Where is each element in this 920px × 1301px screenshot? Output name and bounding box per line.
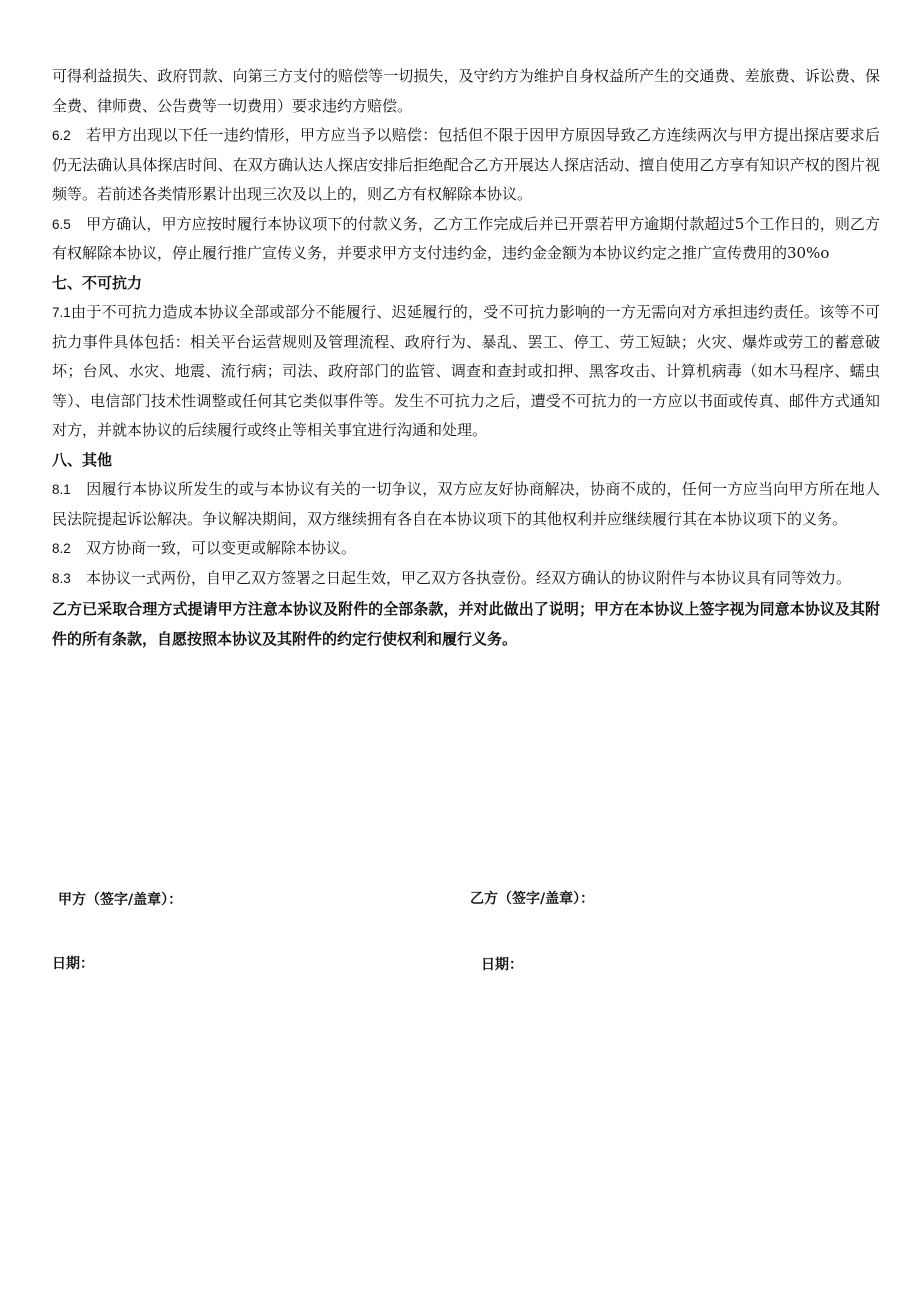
clause-8-1 [52,475,880,534]
party-b-signature-label: 乙方（签字/盖章）： [470,891,595,907]
clause-text: 甲方确认，甲方应按时履行本协议项下的付款义务，乙方工作完成后并已开票若甲方逾期付款超过5个工作日的，则乙方有权解除本协议，停止履行推广宣传义务，并要求甲方支付违约金，违约金金额为本协议约定之推广宣传费用的30%o [52,214,880,262]
clause-number: 8.3 [52,570,71,586]
clause-number: 8.2 [52,541,71,556]
clause-number: 6.2 [52,128,71,143]
party-a-date-label: 日期： [52,956,94,972]
clause-8-3 [52,564,880,594]
contract-body [52,62,880,654]
clause-6-5 [52,210,880,269]
clause-6-2 [52,121,880,210]
clause-text: 本协议一式两份，自甲乙双方签署之日起生效，甲乙双方各执壹份。经双方确认的协议附件与本协议具有同等效力。 [86,568,852,587]
clause-number: 8.1 [52,482,71,497]
clause-number: 7.1 [52,305,71,320]
clause-text: 双方协商一致，可以变更或解除本协议。 [86,539,357,557]
section-7-heading: 七、不可抗力 [52,273,143,292]
party-b-date-label: 日期： [481,957,523,973]
intro-continued-paragraph: 可得利益损失、政府罚款、向第三方支付的赔偿等一切损失，及守约方为维护自身权益所产生的交通费、差旅费、诉讼费、保全费、律师费、公告费等一切费用）要求违约方赔偿。 [52,67,880,115]
section-8-heading: 八、其他 [52,450,113,469]
clause-text: 若甲方出现以下任一违约情形，甲方应当予以赔偿：包括但不限于因甲方原因导致乙方连续两次与甲方提出探店要求后仍无法确认具体探店时间、在双方确认达人探店安排后拒绝配合乙方开展达人探店活动、擅自使用乙方享有知识产权的图片视频等。若前述各类情形累计出现三次及以上的，则乙方有权解除本协议。 [52,126,880,203]
clause-7-1 [52,298,880,446]
clause-text: 因履行本协议所发生的或与本协议有关的一切争议，双方应友好协商解决，协商不成的，任何一方应当向甲方所在地人民法院提起诉讼解决。争议解决期间，双方继续拥有各自在本协议项下的其他权利并应继续履行其在本协议项下的义务。 [52,480,880,528]
clause-text: 由于不可抗力造成本协议全部或部分不能履行、迟延履行的，受不可抗力影响的一方无需向对方承担违约责任。该等不可抗力事件具体包括：相关平台运营规则及管理流程、政府行为、暴乱、罢工、停工、劳工短缺；火灾、爆炸或劳工的蓄意破坏；台风、水灾、地震、流行病；司法、政府部门的监管、调查和查封或扣押、黑客攻击、计算机病毒（如木马程序、蠕虫等）、电信部门技术性调整或任何其它类似事件等。发生不可抗力之后，遭受不可抗力的一方应以书面或传真、邮件方式通知对方，并就本协议的后续履行或终止等相关事宜进行沟通和处理。 [52,303,880,439]
clause-8-2 [52,534,880,564]
acknowledgement-notice: 乙方已采取合理方式提请甲方注意本协议及附件的全部条款，并对此做出了说明；甲方在本协议上签字视为同意本协议及其附件的所有条款，自愿按照本协议及其附件的约定行使权利和履行义务。 [52,600,880,648]
clause-number: 6.5 [52,216,71,232]
party-a-signature-label: 甲方（签字/盖章）： [58,892,183,908]
